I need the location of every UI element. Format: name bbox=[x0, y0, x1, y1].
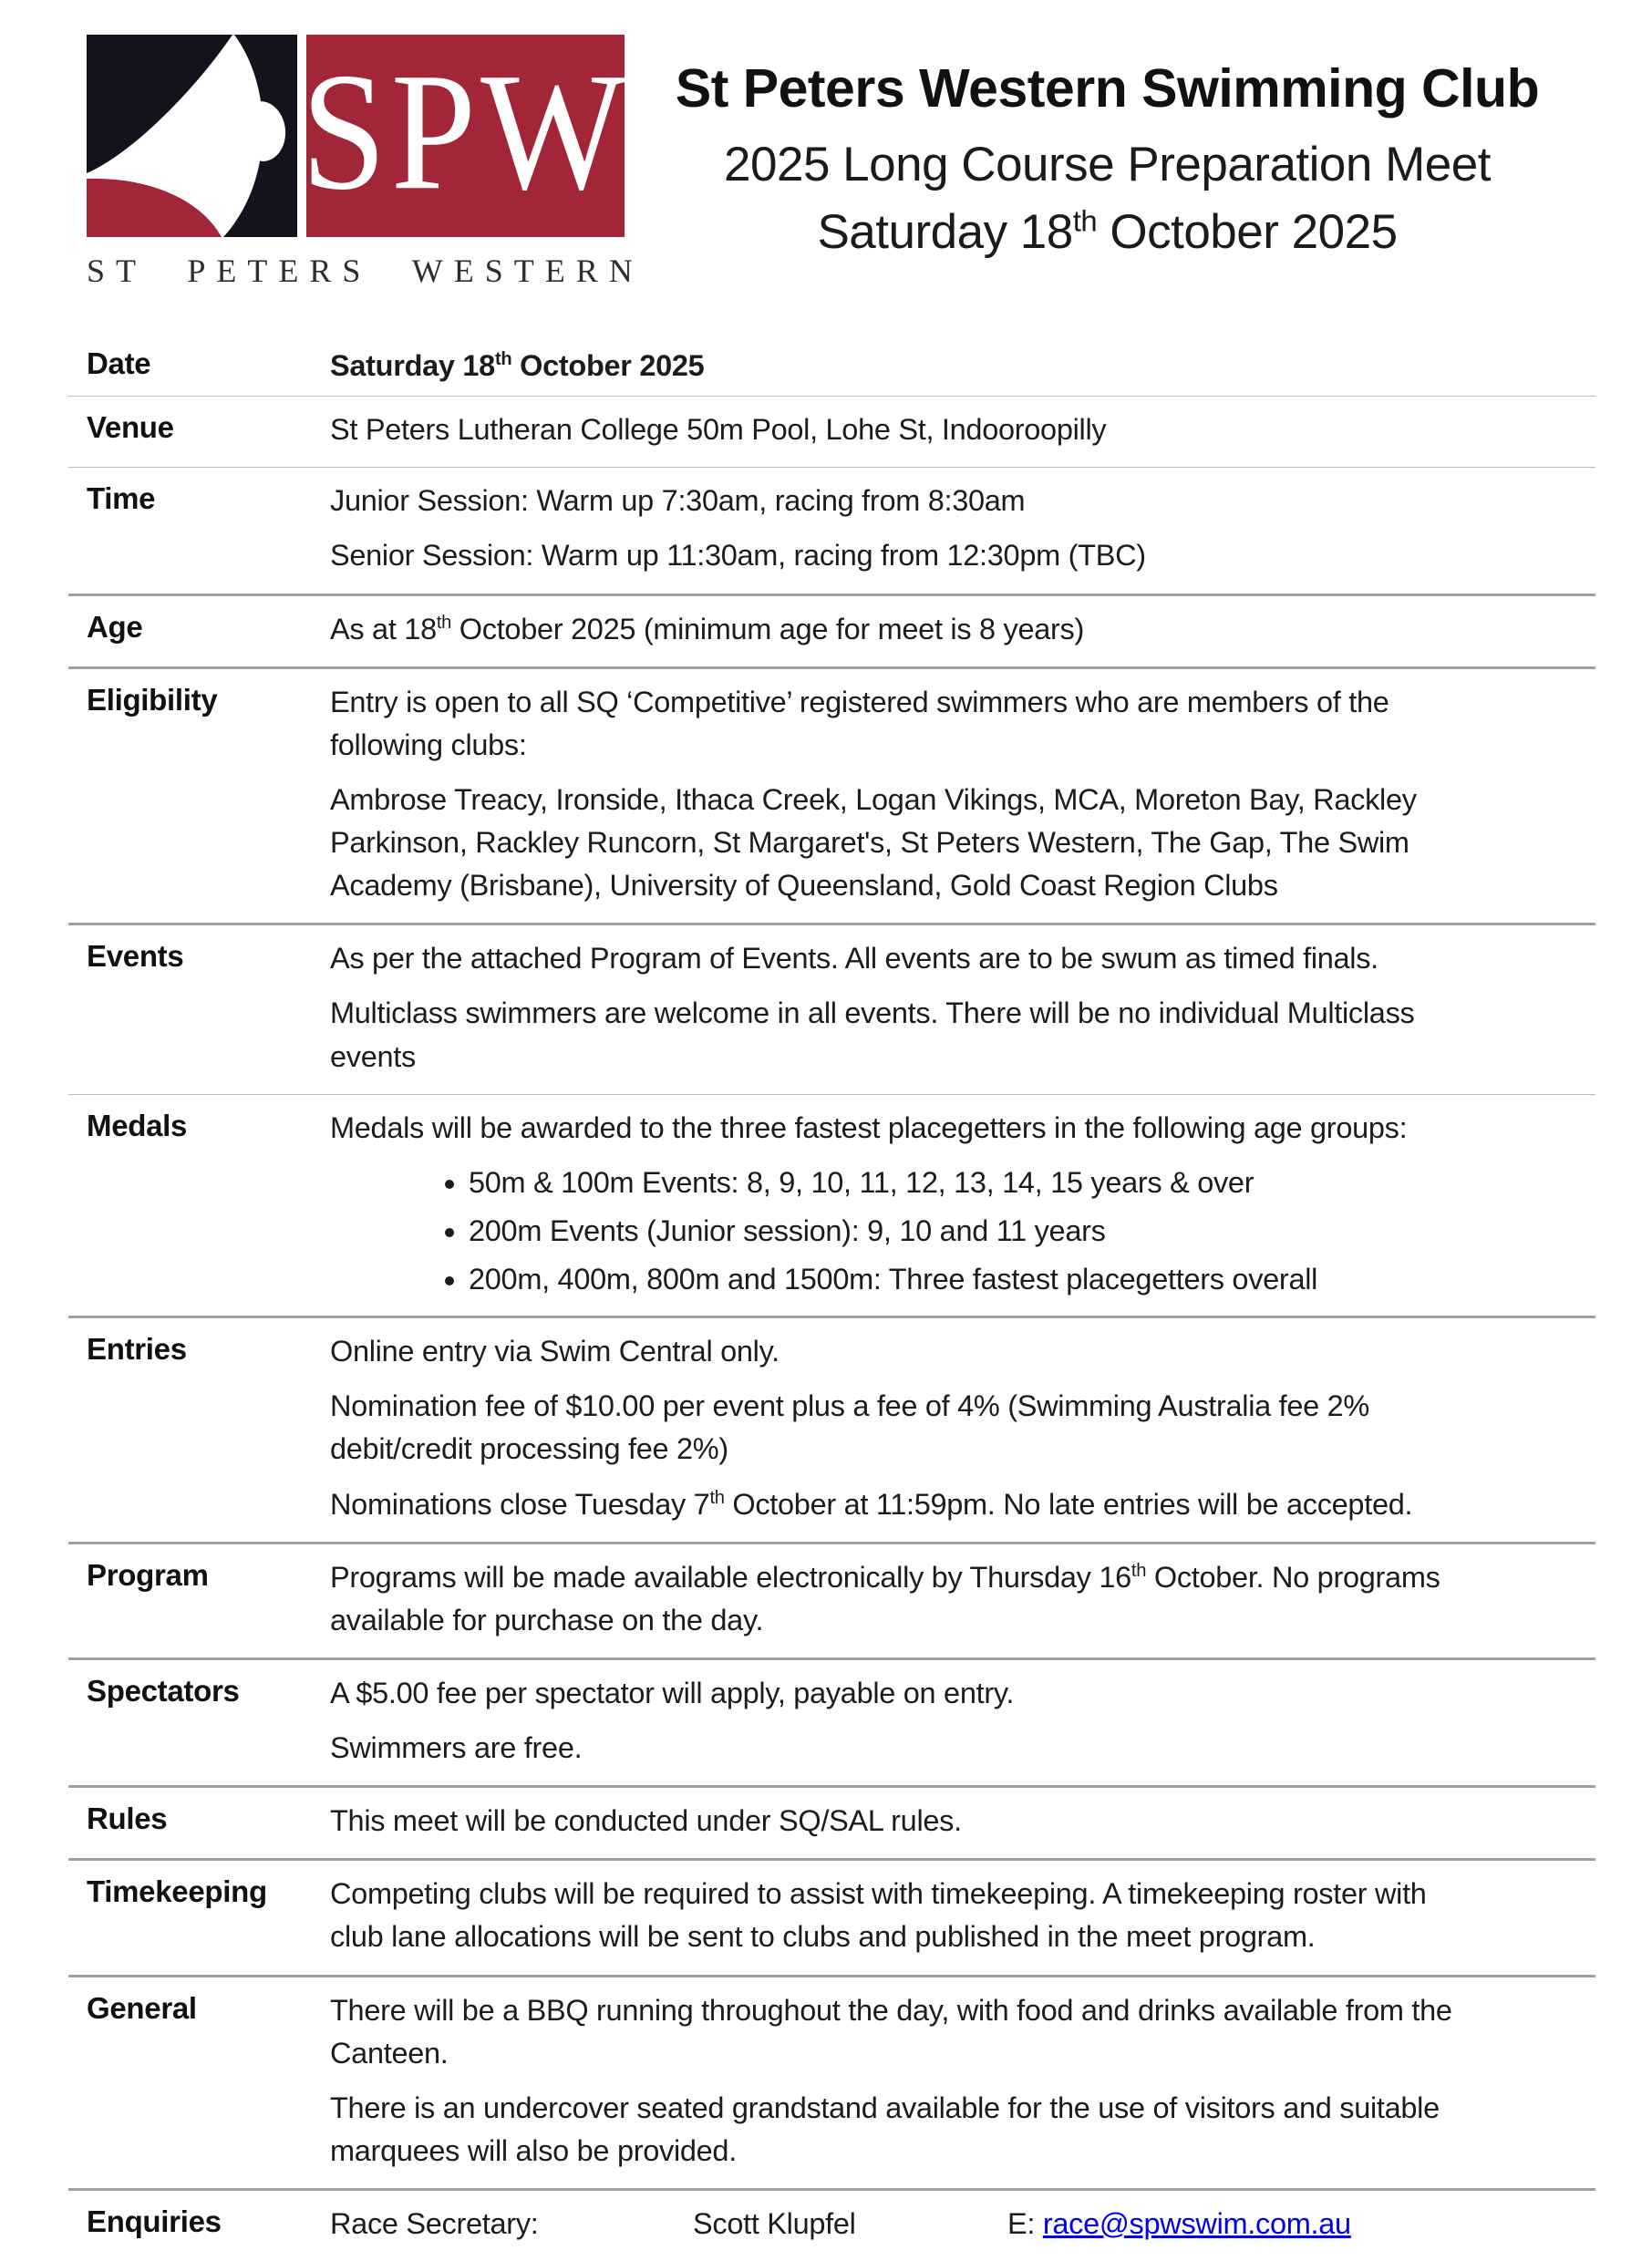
row-entries-value bbox=[330, 1330, 1595, 1526]
spw-logo-art bbox=[87, 35, 630, 237]
medals-bullet-2: • 200m Events (Junior session): 9, 10 and 11 years bbox=[469, 1210, 1595, 1252]
row-enquiries-value bbox=[330, 2203, 1595, 2246]
row-general-value bbox=[330, 1989, 1595, 2173]
timekeeping-value-text: Competing clubs will be required to assist with timekeeping. A timekeeping roster with club lane allocations will be sent to clubs and published in the meet program. bbox=[330, 1877, 1427, 1954]
row-enquiries-label: Enquiries bbox=[87, 2204, 222, 2239]
events-text-1: As per the attached Program of Events. All events are to be swum as timed finals. bbox=[330, 942, 1378, 976]
row-spectators bbox=[68, 1660, 1595, 1788]
row-eligibility bbox=[68, 669, 1595, 926]
document-header bbox=[0, 0, 1652, 290]
row-rules-label: Rules bbox=[87, 1802, 168, 1836]
time-junior-session: Junior Session: Warm up 7:30am, racing from 8:30am bbox=[330, 484, 1026, 518]
row-date-value bbox=[330, 345, 1595, 387]
row-timekeeping-label: Timekeeping bbox=[87, 1874, 267, 1909]
entries-text-2: Nomination fee of $10.00 per event plus a fee of 4% (Swimming Australia fee 2% debit/credit processing fee 2%) bbox=[330, 1389, 1370, 1466]
row-time-label: Time bbox=[87, 481, 156, 516]
row-rules-value bbox=[330, 1800, 1595, 1843]
eligibility-clubs-text: Ambrose Treacy, Ironside, Ithaca Creek, Logan Vikings, MCA, Moreton Bay, Rackley Parkinson, Rackley Runcorn, St Margaret's, St Peters Western, The Gap, The Swim Academy (Brisbane), University of Queensland, Gold Coast Region Clubs bbox=[330, 782, 1417, 903]
row-program-label: Program bbox=[87, 1557, 209, 1592]
row-date bbox=[68, 341, 1595, 397]
row-events-value bbox=[330, 937, 1595, 1078]
spw-logo-caption: ST PETERS WESTERN bbox=[87, 253, 644, 289]
medals-bullet-list bbox=[330, 1161, 1595, 1300]
row-medals-value bbox=[330, 1107, 1595, 1301]
row-eligibility-label: Eligibility bbox=[87, 682, 218, 717]
swimmer-figure-icon bbox=[87, 35, 297, 237]
row-general-label: General bbox=[87, 1990, 197, 2025]
row-age-label: Age bbox=[87, 609, 143, 644]
row-program bbox=[68, 1544, 1595, 1660]
meet-dateline: Saturday 18th October 2025 bbox=[817, 203, 1398, 260]
events-text-2: Multiclass swimmers are welcome in all events. There will be no individual Multiclass events bbox=[330, 996, 1415, 1073]
rules-value-text: This meet will be conducted under SQ/SAL rules. bbox=[330, 1804, 962, 1838]
row-time-value bbox=[330, 480, 1595, 577]
program-value-text: Programs will be made available electronically by Thursday 16th October. No programs available for purchase on the day. bbox=[330, 1560, 1440, 1636]
enquiries-role: Race Secretary: bbox=[330, 2207, 539, 2241]
row-timekeeping bbox=[68, 1861, 1595, 1977]
entries-text-1: Online entry via Swim Central only. bbox=[330, 1335, 780, 1368]
row-program-value bbox=[330, 1556, 1595, 1642]
spw-monogram-tile bbox=[301, 35, 630, 237]
medals-bullet-3: • 200m, 400m, 800m and 1500m: Three fastest placegetters overall bbox=[469, 1258, 1595, 1300]
enquiries-email-prefix: E: bbox=[1007, 2207, 1043, 2241]
venue-value-text: St Peters Lutheran College 50m Pool, Lohe St, Indooroopilly bbox=[330, 413, 1107, 447]
row-rules bbox=[68, 1788, 1595, 1861]
medals-bullet-1: • 50m & 100m Events: 8, 9, 10, 11, 12, 13, 14, 15 years & over bbox=[469, 1161, 1595, 1203]
row-events bbox=[68, 925, 1595, 1094]
general-text-1: There will be a BBQ running throughout the day, with food and drinks available from the Canteen. bbox=[330, 1993, 1452, 2070]
row-enquiries bbox=[68, 2191, 1595, 2261]
enquiries-email-cell bbox=[1007, 2203, 1595, 2246]
entries-text-3: Nominations close Tuesday 7th October at 11:59pm. No late entries will be accepted. bbox=[330, 1487, 1413, 1521]
row-spectators-label: Spectators bbox=[87, 1673, 240, 1708]
row-time bbox=[68, 468, 1595, 595]
date-value-text: Saturday 18th October 2025 bbox=[330, 349, 705, 382]
row-venue bbox=[68, 397, 1595, 468]
title-block bbox=[626, 35, 1588, 270]
row-date-label: Date bbox=[87, 346, 151, 380]
general-text-2: There is an undercover seated grandstand available for the use of visitors and suitable marquees will also be provided. bbox=[330, 2091, 1440, 2167]
row-eligibility-value bbox=[330, 681, 1595, 908]
spw-monogram-text: SPW bbox=[301, 38, 630, 225]
row-spectators-value bbox=[330, 1672, 1595, 1770]
eligibility-intro-text: Entry is open to all SQ ‘Competitive’ registered swimmers who are members of the following clubs: bbox=[330, 685, 1389, 761]
row-timekeeping-value bbox=[330, 1873, 1595, 1958]
row-entries-label: Entries bbox=[87, 1332, 187, 1367]
row-age bbox=[68, 596, 1595, 669]
row-venue-label: Venue bbox=[87, 410, 174, 445]
time-senior-session: Senior Session: Warm up 11:30am, racing from 12:30pm (TBC) bbox=[330, 539, 1146, 573]
age-value-text: As at 18th October 2025 (minimum age for meet is 8 years) bbox=[330, 612, 1084, 645]
enquiries-email-link[interactable]: race@spwswim.com.au bbox=[1042, 2207, 1351, 2241]
row-medals bbox=[68, 1095, 1595, 1319]
row-events-label: Events bbox=[87, 939, 184, 974]
medals-intro-text: Medals will be awarded to the three fastest placegetters in the following age groups: bbox=[330, 1110, 1408, 1144]
row-medals-label: Medals bbox=[87, 1108, 188, 1142]
enquiries-name: Scott Klupfel bbox=[693, 2207, 856, 2241]
meet-info-table bbox=[68, 341, 1595, 2261]
row-venue-value bbox=[330, 408, 1595, 451]
row-general bbox=[68, 1977, 1595, 2192]
row-age-value bbox=[330, 608, 1595, 651]
spectators-text-1: A $5.00 fee per spectator will apply, payable on entry. bbox=[330, 1676, 1015, 1709]
row-entries bbox=[68, 1318, 1595, 1544]
enquiries-columns bbox=[330, 2203, 1595, 2246]
page-title: St Peters Western Swimming Club bbox=[675, 58, 1540, 119]
spw-logo bbox=[87, 35, 644, 290]
meet-subtitle: 2025 Long Course Preparation Meet bbox=[724, 137, 1491, 191]
spectators-text-2: Swimmers are free. bbox=[330, 1731, 583, 1765]
